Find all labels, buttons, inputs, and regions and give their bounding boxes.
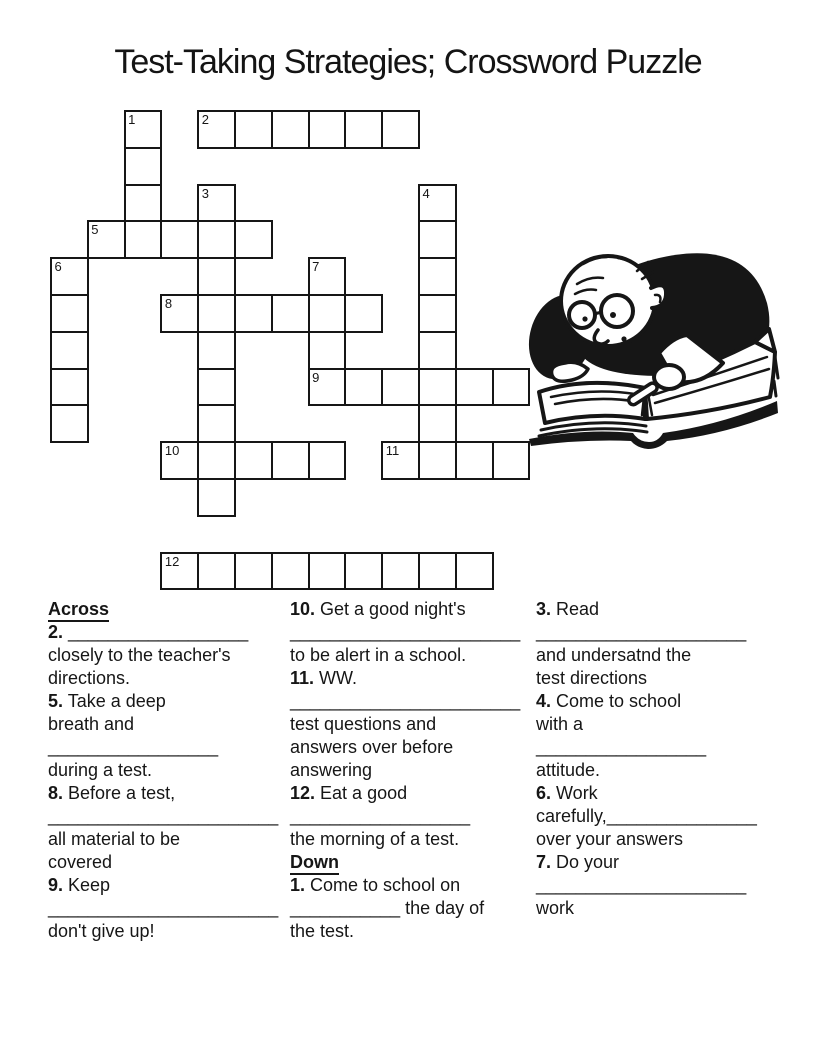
grid-cell-r9c3[interactable] <box>160 441 199 480</box>
cell-number-11: 11 <box>385 443 400 459</box>
clue-line: 2. __________________ <box>48 622 249 642</box>
resting-hand <box>552 362 588 381</box>
grid-cell-r1c2[interactable] <box>124 147 163 186</box>
grid-cell-r4c4[interactable] <box>197 257 236 296</box>
grid-cell-r10c4[interactable] <box>197 478 236 517</box>
clue-number-label: 5. <box>48 691 64 711</box>
grid-cell-r9c4[interactable] <box>197 441 236 480</box>
clue-line: 6. Work <box>536 783 598 803</box>
clue-11 <box>290 667 530 782</box>
grid-cell-r8c10[interactable] <box>418 404 457 443</box>
grid-cell-r12c9[interactable] <box>381 552 420 591</box>
clue-4 <box>536 690 762 782</box>
clue-line: test questions and <box>290 714 437 734</box>
clue-number-label: 6. <box>536 783 552 803</box>
grid-cell-r5c3[interactable] <box>160 294 199 333</box>
clue-number-label: 2. <box>48 622 64 642</box>
grid-cell-r5c8[interactable] <box>344 294 383 333</box>
page-title: Test-Taking Strategies; Crossword Puzzle <box>114 43 702 81</box>
grid-cell-r12c7[interactable] <box>308 552 347 591</box>
clue-line: _________________ <box>48 737 219 757</box>
grid-cell-r2c4[interactable] <box>197 184 236 223</box>
clue-8 <box>48 782 290 874</box>
clue-line: closely to the teacher's <box>48 645 231 665</box>
cell-number-3: 3 <box>201 185 209 201</box>
clue-number-label: 9. <box>48 875 64 895</box>
clue-2 <box>48 621 290 690</box>
clue-line: _____________________ <box>536 875 747 895</box>
grid-cell-r12c11[interactable] <box>455 552 494 591</box>
grid-cell-r9c11[interactable] <box>455 441 494 480</box>
clue-column-2 <box>290 598 530 943</box>
man-reading-book-illustration <box>525 245 780 450</box>
clue-1 <box>290 874 530 943</box>
grid-cell-r3c10[interactable] <box>418 220 457 259</box>
grid-cell-r2c10[interactable] <box>418 184 457 223</box>
grid-cell-r12c4[interactable] <box>197 552 236 591</box>
grid-cell-r6c4[interactable] <box>197 331 236 370</box>
clue-9 <box>48 874 290 943</box>
clue-number-label: 1. <box>290 875 306 895</box>
clue-number-label: 12. <box>290 783 316 803</box>
grid-cell-r7c0[interactable] <box>50 368 89 407</box>
clue-10 <box>290 598 530 667</box>
clue-line: 7. Do your <box>536 852 620 872</box>
clue-line: answering <box>290 760 373 780</box>
clue-7 <box>536 851 762 920</box>
clues-heading-down: Down <box>290 851 530 874</box>
clue-3 <box>536 598 762 690</box>
grid-cell-r7c4[interactable] <box>197 368 236 407</box>
grid-cell-r0c9[interactable] <box>381 110 420 149</box>
grid-cell-r5c10[interactable] <box>418 294 457 333</box>
grid-cell-r12c6[interactable] <box>271 552 310 591</box>
clue-line: with a <box>536 714 584 734</box>
grid-cell-r9c10[interactable] <box>418 441 457 480</box>
clue-line: all material to be <box>48 829 181 849</box>
clue-line: 5. Take a deep <box>48 691 166 711</box>
clue-line: 9. Keep <box>48 875 111 895</box>
clue-line: over your answers <box>536 829 684 849</box>
clue-line: 8. Before a test, <box>48 783 176 803</box>
clue-line: 12. Eat a good <box>290 783 408 803</box>
clue-line: test directions <box>536 668 648 688</box>
grid-cell-r9c9[interactable] <box>381 441 420 480</box>
clue-line: attitude. <box>536 760 601 780</box>
grid-cell-r12c5[interactable] <box>234 552 273 591</box>
grid-cell-r0c4[interactable] <box>197 110 236 149</box>
grid-cell-r0c6[interactable] <box>271 110 310 149</box>
grid-cell-r8c0[interactable] <box>50 404 89 443</box>
clue-line: and undersatnd the <box>536 645 692 665</box>
clue-line: to be alert in a school. <box>290 645 467 665</box>
grid-cell-r9c7[interactable] <box>308 441 347 480</box>
cell-number-5: 5 <box>91 222 99 238</box>
grid-cell-r4c10[interactable] <box>418 257 457 296</box>
grid-cell-r3c1[interactable] <box>87 220 126 259</box>
clue-column-1 <box>48 598 290 943</box>
clue-line: 1. Come to school on <box>290 875 461 895</box>
grid-cell-r6c7[interactable] <box>308 331 347 370</box>
clue-5 <box>48 690 290 782</box>
grid-cell-r3c4[interactable] <box>197 220 236 259</box>
clue-line: _______________________ <box>290 691 521 711</box>
grid-cell-r0c7[interactable] <box>308 110 347 149</box>
clue-12 <box>290 782 530 851</box>
grid-cell-r5c7[interactable] <box>308 294 347 333</box>
clue-line: 10. Get a good night's <box>290 599 466 619</box>
clue-number-label: 7. <box>536 852 552 872</box>
grid-cell-r9c5[interactable] <box>234 441 273 480</box>
grid-cell-r9c6[interactable] <box>271 441 310 480</box>
grid-cell-r4c7[interactable] <box>308 257 347 296</box>
cell-number-12: 12 <box>164 553 180 569</box>
clue-line: the morning of a test. <box>290 829 460 849</box>
grid-cell-r3c2[interactable] <box>124 220 163 259</box>
clue-line: 3. Read <box>536 599 600 619</box>
clue-line: covered <box>48 852 113 872</box>
clue-line: carefully,_______________ <box>536 806 757 826</box>
cell-number-4: 4 <box>422 185 430 201</box>
clue-number-label: 3. <box>536 599 552 619</box>
grid-cell-r3c5[interactable] <box>234 220 273 259</box>
grid-cell-r2c2[interactable] <box>124 184 163 223</box>
clue-line: don't give up! <box>48 921 155 941</box>
clue-line: during a test. <box>48 760 153 780</box>
cell-number-10: 10 <box>164 443 180 459</box>
grid-cell-r7c7[interactable] <box>308 368 347 407</box>
clue-column-3 <box>536 598 762 920</box>
clue-line: _______________________ <box>48 806 279 826</box>
grid-cell-r7c10[interactable] <box>418 368 457 407</box>
clue-line: 11. WW. <box>290 668 358 688</box>
clue-line: __________________ <box>290 806 471 826</box>
grid-cell-r6c0[interactable] <box>50 331 89 370</box>
clue-line: ___________ the day of <box>290 898 485 918</box>
mouth <box>621 336 626 341</box>
clue-line: _________________ <box>536 737 707 757</box>
grid-cell-r3c3[interactable] <box>160 220 199 259</box>
grid-cell-r5c0[interactable] <box>50 294 89 333</box>
grid-cell-r8c4[interactable] <box>197 404 236 443</box>
grid-cell-r6c10[interactable] <box>418 331 457 370</box>
grid-cell-r0c8[interactable] <box>344 110 383 149</box>
cell-number-6: 6 <box>54 259 62 275</box>
grid-cell-r12c8[interactable] <box>344 552 383 591</box>
clues-heading-across: Across <box>48 598 290 621</box>
clue-number-label: 10. <box>290 599 316 619</box>
grid-cell-r5c6[interactable] <box>271 294 310 333</box>
clue-line: answers over before <box>290 737 454 757</box>
clue-line: breath and <box>48 714 135 734</box>
grid-cell-r4c0[interactable] <box>50 257 89 296</box>
cell-number-1: 1 <box>128 112 136 127</box>
clue-number-label: 8. <box>48 783 64 803</box>
clue-line: work <box>536 898 575 918</box>
cell-number-7: 7 <box>312 259 320 275</box>
clue-line: 4. Come to school <box>536 691 682 711</box>
grid-cell-r7c9[interactable] <box>381 368 420 407</box>
grid-cell-r0c2[interactable] <box>124 110 163 149</box>
clue-line: _______________________ <box>290 622 521 642</box>
cell-number-9: 9 <box>312 369 320 385</box>
cell-number-2: 2 <box>201 112 209 127</box>
grid-cell-r12c10[interactable] <box>418 552 457 591</box>
grid-cell-r5c5[interactable] <box>234 294 273 333</box>
clue-line: directions. <box>48 668 131 688</box>
clue-number-label: 4. <box>536 691 552 711</box>
grid-cell-r7c11[interactable] <box>455 368 494 407</box>
clue-line: the test. <box>290 921 355 941</box>
clue-line: _____________________ <box>536 622 747 642</box>
clue-line: _______________________ <box>48 898 279 918</box>
grid-cell-r7c8[interactable] <box>344 368 383 407</box>
cell-number-8: 8 <box>164 296 173 311</box>
clue-6 <box>536 782 762 851</box>
grid-cell-r0c5[interactable] <box>234 110 273 149</box>
grid-cell-r12c3[interactable] <box>160 552 199 591</box>
clue-number-label: 11. <box>290 668 315 688</box>
grid-cell-r5c4[interactable] <box>197 294 236 333</box>
